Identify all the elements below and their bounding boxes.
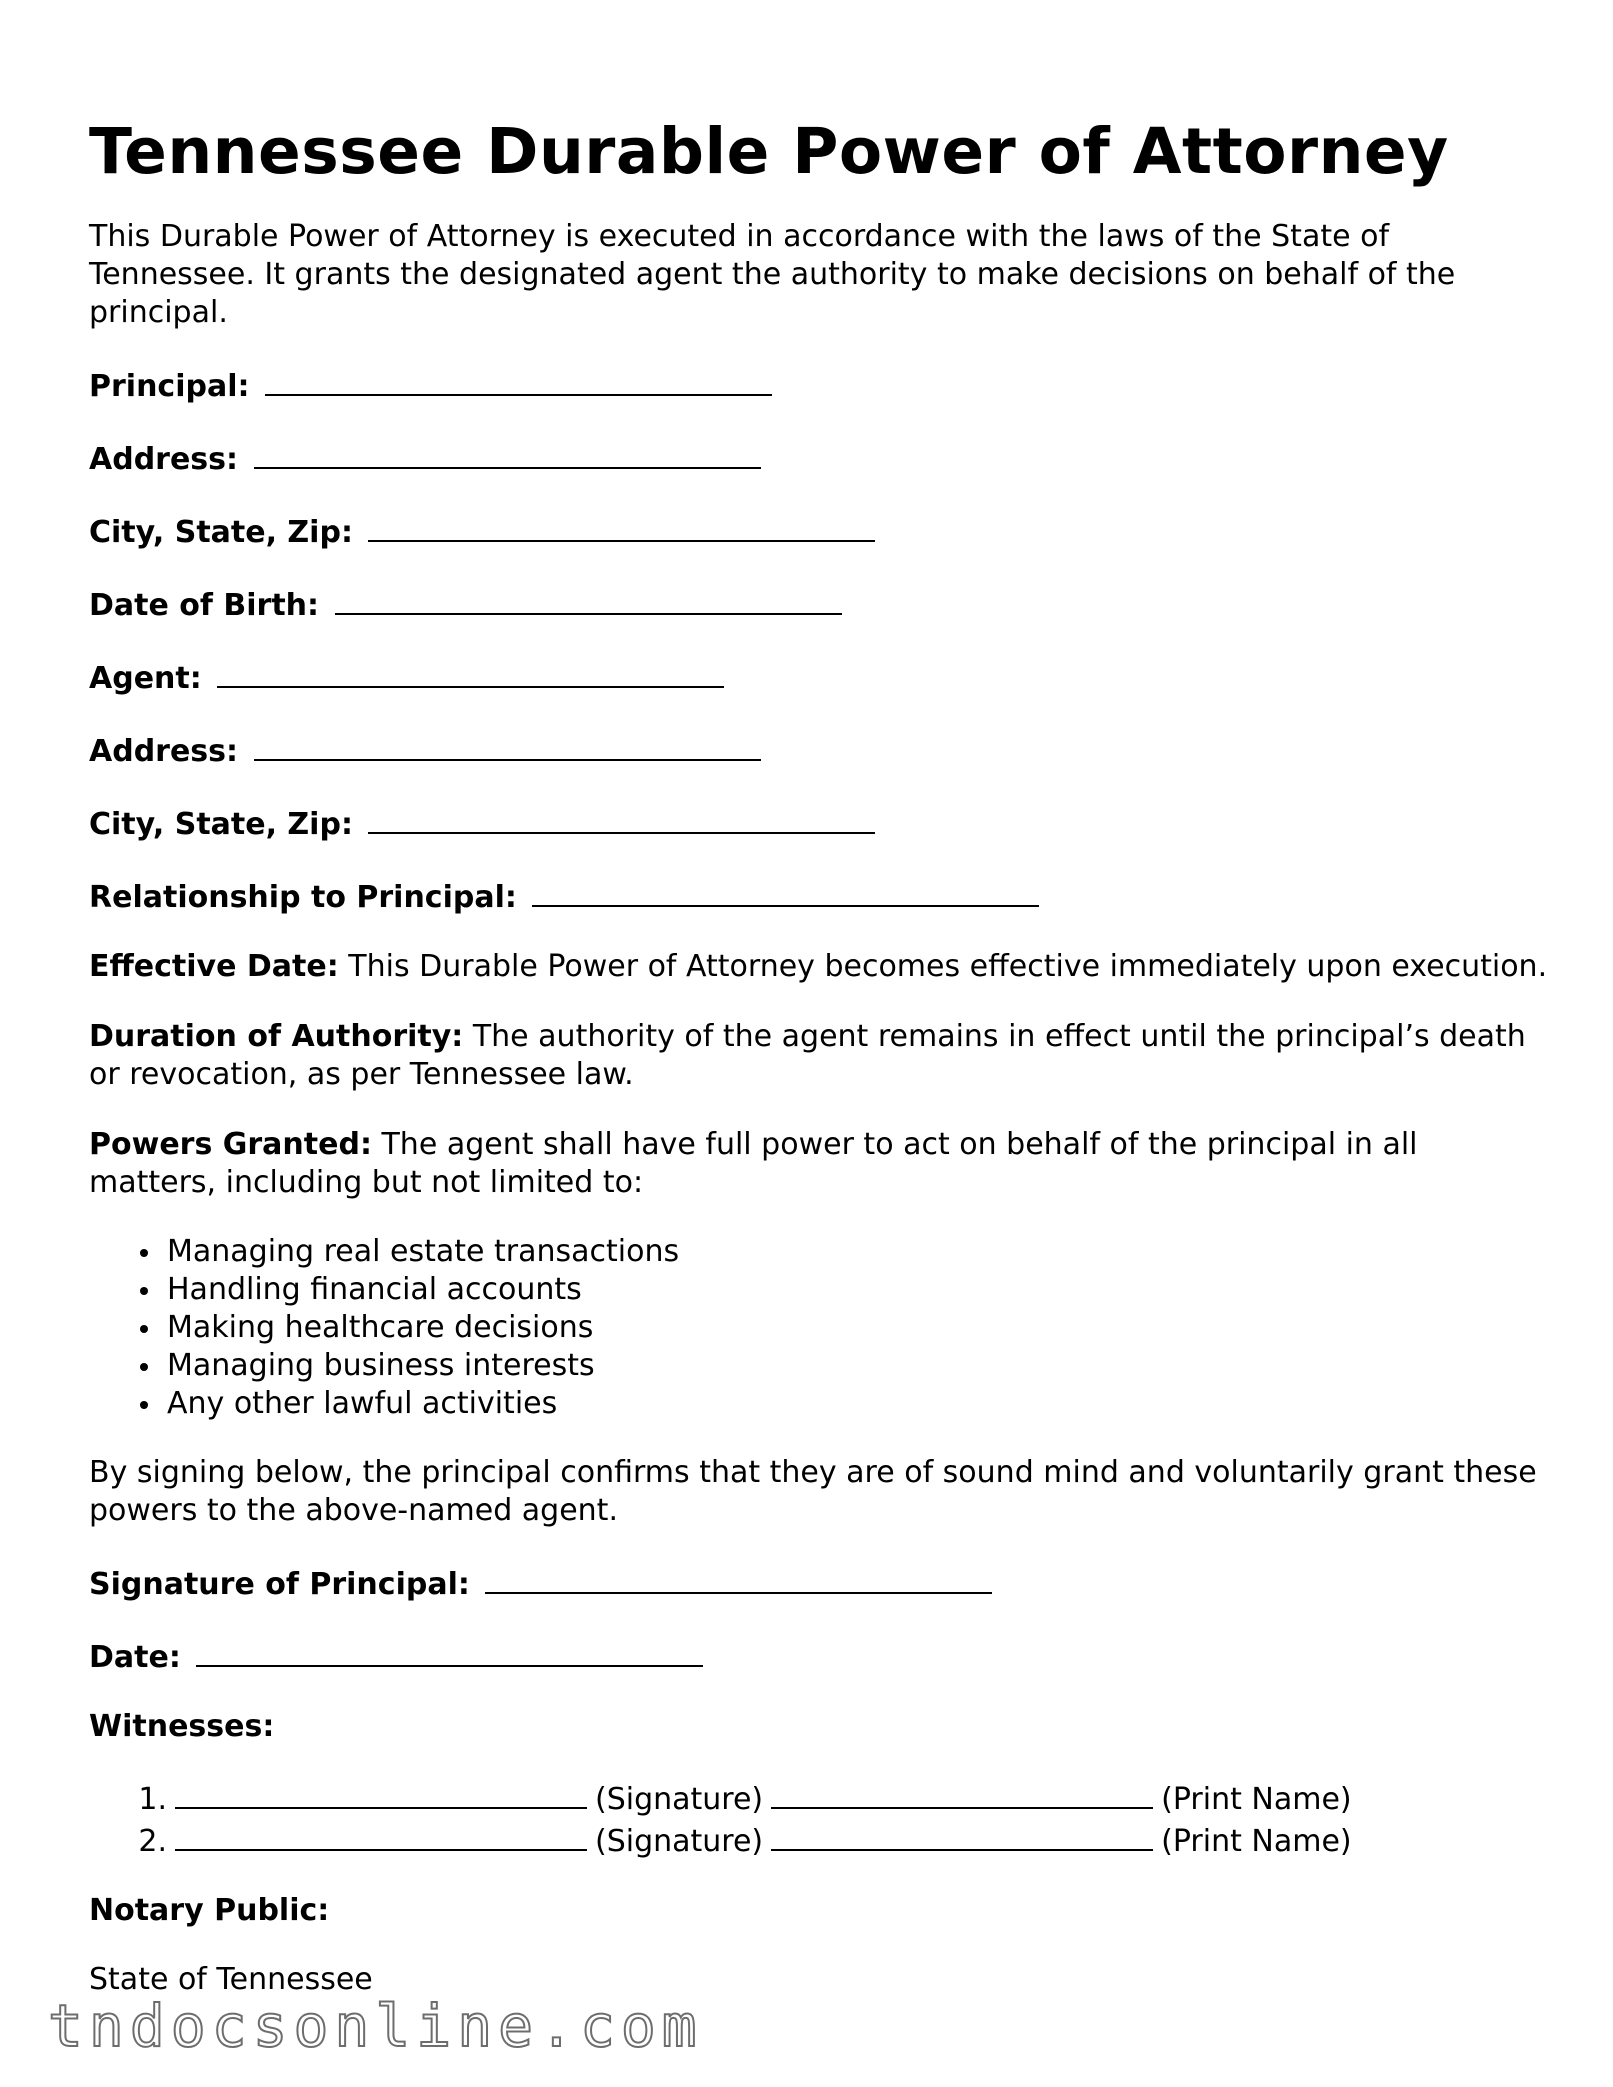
witness-signature-label: (Signature) xyxy=(595,1782,764,1817)
list-item: Managing real estate transactions xyxy=(167,1233,1549,1271)
principal-signature-label: Signature of Principal: xyxy=(89,1567,470,1602)
intro-paragraph: This Durable Power of Attorney is executed in accordance with the laws of the State of Tennessee. It grants the designated agent the authority to make decisions on behalf of the principal. xyxy=(89,219,1456,330)
date-of-birth-field xyxy=(89,583,1549,625)
list-item: Handling financial accounts xyxy=(167,1271,1549,1309)
list-item: Any other lawful activities xyxy=(167,1385,1549,1423)
witnesses-heading xyxy=(89,1708,1549,1746)
witness-name-label: (Print Name) xyxy=(1161,1782,1352,1817)
principal-address-blank-line[interactable] xyxy=(254,437,761,469)
witnesses-label: Witnesses: xyxy=(89,1709,275,1744)
principal-signature-field xyxy=(89,1562,1549,1604)
notary-label: Notary Public: xyxy=(89,1893,330,1928)
relationship-label: Relationship to Principal: xyxy=(89,880,517,915)
witness-name-blank-line[interactable] xyxy=(771,1819,1153,1851)
powers-text: The agent shall have full power to act on behalf of the principal in all matters, including but not limited to: xyxy=(89,1127,1418,1200)
watermark-text: tndocsonline.com xyxy=(48,1992,703,2060)
document-page xyxy=(89,108,1549,2031)
witness-signature-label: (Signature) xyxy=(595,1824,764,1859)
principal-address-label: Address: xyxy=(89,442,239,477)
list-item: Making healthcare decisions xyxy=(167,1309,1549,1347)
date-of-birth-blank-line[interactable] xyxy=(335,583,842,615)
page-title: Tennessee Durable Power of Attorney xyxy=(89,115,1449,188)
principal-signature-blank-line[interactable] xyxy=(485,1562,992,1594)
witness-signature-blank-line[interactable] xyxy=(175,1819,587,1851)
powers-list xyxy=(89,1233,1549,1423)
witness-name-label: (Print Name) xyxy=(1161,1824,1352,1859)
effective-date-label: Effective Date: xyxy=(89,949,339,984)
agent-city-field xyxy=(89,802,1549,844)
signature-date-label: Date: xyxy=(89,1640,181,1675)
witnesses-list xyxy=(89,1777,1549,1861)
witness-number: 1. xyxy=(138,1782,167,1817)
agent-address-label: Address: xyxy=(89,734,239,769)
agent-field xyxy=(89,656,1549,698)
relationship-blank-line[interactable] xyxy=(532,875,1039,907)
principal-city-field xyxy=(89,510,1549,552)
signature-date-field xyxy=(89,1635,1549,1677)
principal-city-blank-line[interactable] xyxy=(368,510,875,542)
witness-name-blank-line[interactable] xyxy=(771,1777,1153,1809)
principal-city-label: City, State, Zip: xyxy=(89,515,353,550)
signature-date-blank-line[interactable] xyxy=(196,1635,703,1667)
notary-heading xyxy=(89,1892,1549,1930)
relationship-field xyxy=(89,875,1549,917)
agent-address-field xyxy=(89,729,1549,771)
duration-label: Duration of Authority: xyxy=(89,1019,464,1054)
powers-paragraph xyxy=(89,1126,1549,1202)
date-of-birth-label: Date of Birth: xyxy=(89,588,320,623)
confirmation-paragraph: By signing below, the principal confirms that they are of sound mind and voluntarily grant these powers to the above-named agent. xyxy=(89,1455,1537,1528)
agent-city-blank-line[interactable] xyxy=(368,802,875,834)
agent-address-blank-line[interactable] xyxy=(254,729,761,761)
effective-date-text: This Durable Power of Attorney becomes effective immediately upon execution. xyxy=(348,949,1548,984)
principal-blank-line[interactable] xyxy=(265,364,772,396)
principal-field xyxy=(89,364,1549,406)
duration-paragraph xyxy=(89,1018,1549,1094)
principal-label: Principal: xyxy=(89,369,250,404)
agent-label: Agent: xyxy=(89,661,202,696)
agent-blank-line[interactable] xyxy=(217,656,724,688)
powers-label: Powers Granted: xyxy=(89,1127,372,1162)
notary-state: State of Tennessee xyxy=(89,1962,373,1997)
witness-number: 2. xyxy=(138,1824,167,1859)
effective-date-paragraph xyxy=(89,948,1549,986)
agent-city-label: City, State, Zip: xyxy=(89,807,353,842)
witness-row xyxy=(127,1819,1549,1861)
list-item: Managing business interests xyxy=(167,1347,1549,1385)
duration-text: The authority of the agent remains in effect until the principal’s death or revocation, as per Tennessee law. xyxy=(89,1019,1526,1092)
principal-address-field xyxy=(89,437,1549,479)
witness-signature-blank-line[interactable] xyxy=(175,1777,587,1809)
witness-row xyxy=(127,1777,1549,1819)
